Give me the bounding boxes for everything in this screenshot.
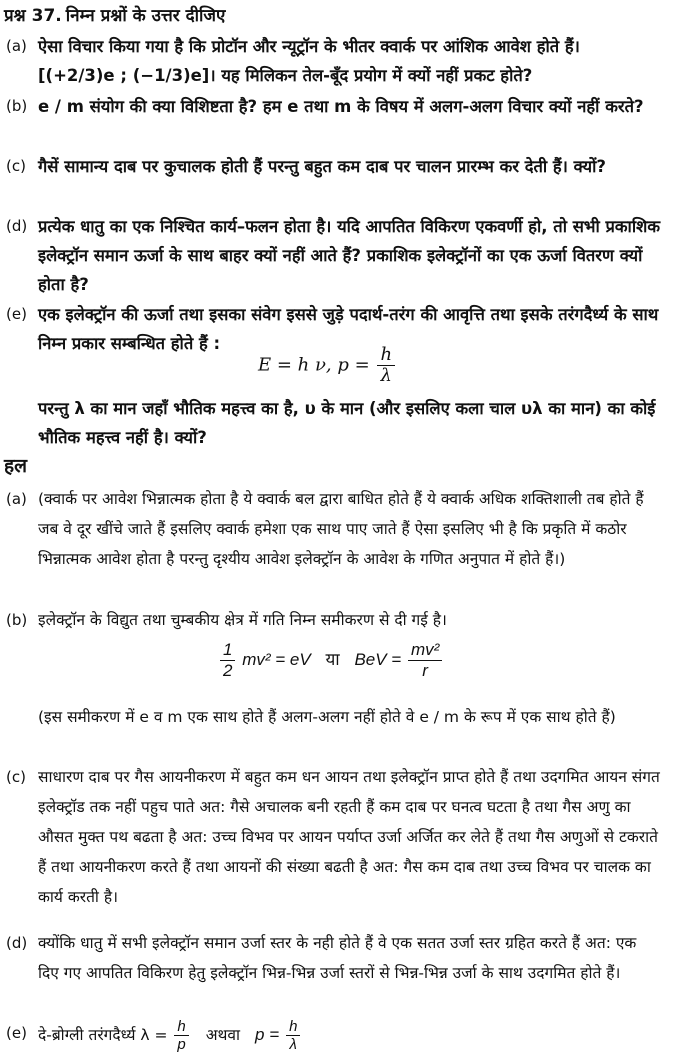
question-part-b: (b) e / m संयोग की क्या विशिष्टता है? हम e तथा m के विषय में अलग-अलग विचार क्यों नहीं करते? bbox=[6, 97, 644, 116]
question-part-e-tail: परन्तु λ का मान जहाँ भौतिक महत्त्व का है, υ के मान (और इसलिए कला चाल υλ का मान) का कोई भौतिक महत्त्व नहीं है। क्यों? bbox=[38, 399, 656, 447]
equation-energy-momentum: E = h ν, p = $\frac{h}{\lambda}$ bbox=[258, 345, 397, 386]
solution-d: (d) क्योंकि धातु में सभी इलेक्ट्रॉन समान उर्जा स्तर के नही होते हैं वे एक सतत उर्जा स्तर ग्रहित करते हैं अत: एक दिए गए आपतित विकिरण हेतु इलेक्ट्रॉन भिन्न-भिन्न उर्जा स्तरों से भिन्न-भिन्न उर्जा के साथ उदगमित होते हैं। bbox=[6, 934, 637, 982]
solution-heading: हल bbox=[4, 455, 27, 477]
solution-c: (c) साधारण दाब पर गैस आयनीकरण में बहुत कम धन आयन तथा इलेक्ट्रॉन प्राप्त होते हैं तथा उदगमित आयन संगत इलेक्ट्रॉड तक नहीं पहुच पाते अत: गैसे अचालक बनी रहती हैं कम दाब पर घनत्व घटता है तथा गैस अणु का औसत मुक्त पथ बढता है अत: उच्च विभव पर आयन पर्याप्त उर्जा अर्जित कर लेते हैं तथा गैस अणुओं से टकराते हैं तथा आयनीकरण करते हैं तथा आयनों की संख्या बढती है अत: गैस कम दाब तथा उच्च विभव पर चालक का कार्य करती है। bbox=[6, 768, 660, 906]
solution-b-note: (इस समीकरण में e व m एक साथ होते हैं अलग-अलग नहीं होते वे e / m के रूप में एक साथ होते हैं) bbox=[38, 708, 616, 726]
solution-a: (a) (क्वार्क पर आवेश भिन्नात्मक होता है ये क्वार्क बल द्वारा बाधित होते हैं ये क्वार्क अधिक शक्तिशाली तब होते हैं जब वे दूर खींचे जाते हैं इसलिए क्वार्क हमेशा एक साथ पाए जाते हैं ऐसा इसलिए भी है कि प्रकृति में कठोर भिन्नात्मक आवेश होता है परन्तु दृश्यीय आवेश इलेक्ट्रॉन के आवेश के गणित अनुपात में होते हैं।) bbox=[6, 490, 644, 568]
question-part-a: (a) ऐसा विचार किया गया है कि प्रोटॉन और न्यूट्रॉन के भीतर क्वार्क पर आंशिक आवेश होते हैं। [(+2/3)e ; (−1/3)e]। यह मिलिकन तेल-बूँद प्रयोग में क्यों नहीं प्रकट होते? bbox=[6, 37, 580, 85]
solution-b: (b) इलेक्ट्रॉन के विद्युत तथा चुम्बकीय क्षेत्र में गति निम्न समीकरण से दी गई है। bbox=[6, 611, 447, 629]
question-part-d: (d) प्रत्येक धातु का एक निश्चित कार्य–फलन होता है। यदि आपतित विकिरण एकवर्णी हो, तो सभी प्रकाशिक इलेक्ट्रॉन समान ऊर्जा के साथ बाहर क्यों नहीं आते हैं? प्रकाशिक इलेक्ट्रॉनों का एक ऊर्जा वितरण क्यों होता है? bbox=[6, 217, 660, 294]
fraction-mv2-over-r: $\frac{\text{mv²}}{r}$ bbox=[408, 640, 442, 681]
equation-motion: $\frac{1}{2}$ mv² = eV या BeV = $\frac{\text{mv²}}{r}$ bbox=[218, 640, 444, 681]
fraction-h-over-lambda: $\frac{h}{\lambda}$ bbox=[377, 345, 395, 386]
question-part-e: (e) एक इलेक्ट्रॉन की ऊर्जा तथा इसका संवेग इससे जुड़े पदार्थ-तरंग की आवृत्ति तथा इसके तरंगदैर्ध्य के साथ निम्न प्रकार सम्बन्धित होते हैं : bbox=[6, 305, 659, 353]
fraction-h-over-lambda-2: $\frac{h}{\lambda}$ bbox=[286, 1018, 300, 1053]
fraction-half: $\frac{1}{2}$ bbox=[220, 640, 235, 681]
question-part-c: (c) गैसें सामान्य दाब पर कुचालक होती हैं परन्तु बहुत कम दाब पर चालन प्रारम्भ कर देती हैं। क्यों? bbox=[6, 157, 606, 176]
question-number: प्रश्न 37. bbox=[4, 6, 62, 26]
question-title: निम्न प्रश्नों के उत्तर दीजिए bbox=[65, 6, 226, 26]
fraction-h-over-p: $\frac{h}{p}$ bbox=[174, 1018, 188, 1053]
solution-e: (e) दे-ब्रोग्ली तरंगदैर्ध्य λ = $\frac{h}{p}$ अथवा p = $\frac{h}{\lambda}$ bbox=[6, 1018, 662, 1053]
question-heading bbox=[4, 3, 225, 26]
